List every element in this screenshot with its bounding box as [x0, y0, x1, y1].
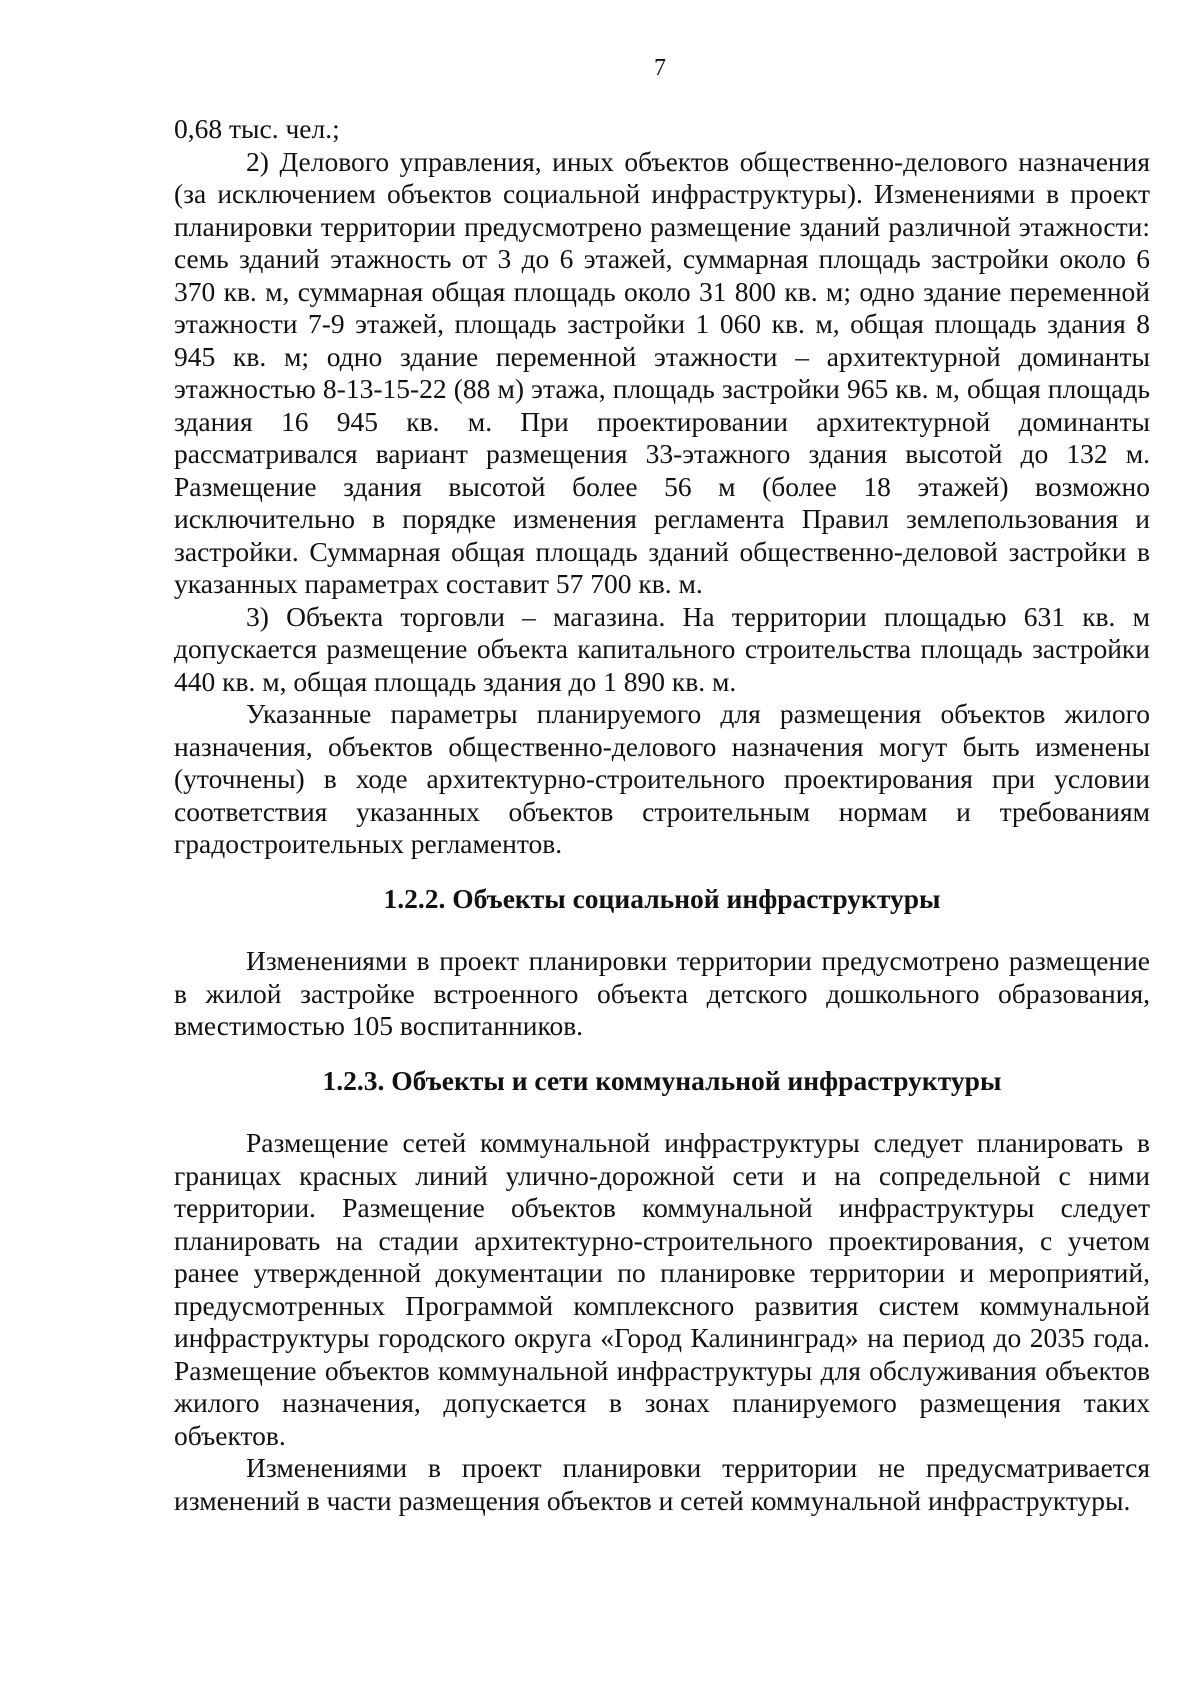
paragraph-utility-no-changes: Изменениями в проект планировки территории не предусматривается изменений в части размещения объектов и сетей коммунальной инфраструктуры.	[174, 1452, 1150, 1516]
paragraph-continuation: 0,68 тыс. чел.;	[174, 113, 340, 144]
paragraph-utility-networks: Размещение сетей коммунальной инфраструктуры следует планировать в границах красных линий улично-дорожной сети и на сопредельной с ними территории. Размещение объектов коммунальной инфраструктуры следует планировать на стадии архитектурно-строительного проектирования, с учетом ранее утвержденной документации по планировке территории и мероприятий, предусмотренных Программой комплексного развития систем коммунальной инфраструктуры городского округа «Город Калининград» на период до 2035 года. Размещение объектов коммунальной инфраструктуры для обслуживания объектов жилого назначения, допускается в зонах планируемого размещения таких объектов.	[174, 1127, 1150, 1451]
paragraph-social-infrastructure: Изменениями в проект планировки территории предусмотрено размещение в жилой застройке встроенного объекта детского дошкольного образования, вместимостью 105 воспитанников.	[174, 945, 1150, 1041]
document-body	[174, 113, 1150, 1517]
page-number: 7	[654, 55, 666, 81]
section-heading-social: 1.2.2. Объекты социальной инфраструктуры	[383, 882, 941, 914]
paragraph-business-objects: 2) Делового управления, иных объектов общественно-делового назначения (за исключением объектов социальной инфраструктуры). Изменениями в проект планировки территории предусмотрено размещение зданий различной этажности: семь зданий этажность от 3 до 6 этажей, суммарная площадь застройки около 6 370 кв. м, суммарная общая площадь около 31 800 кв. м; одно здание переменной этажности 7-9 этажей, площадь застройки 1 060 кв. м, общая площадь здания 8 945 кв. м; одно здание переменной этажности – архитектурной доминанты этажностью 8-13-15-22 (88 м) этажа, площадь застройки 965 кв. м, общая площадь здания 16 945 кв. м. При проектировании архитектурной доминанты рассматривался вариант размещения 33-этажного здания высотой до 132 м. Размещение здания высотой более 56 м (более 18 этажей) возможно исключительно в порядке изменения регламента Правил землепользования и застройки. Суммарная общая площадь зданий общественно-деловой застройки в указанных параметрах составит 57 700 кв. м.	[174, 145, 1150, 599]
section-heading-utility: 1.2.3. Объекты и сети коммунальной инфраструктуры	[322, 1064, 1002, 1096]
paragraph-trade-objects: 3) Объекта торговли – магазина. На территории площадью 631 кв. м допускается размещение объекта капитального строительства площадь застройки 440 кв. м, общая площадь здания до 1 890 кв. м.	[174, 600, 1150, 697]
paragraph-parameters-note: Указанные параметры планируемого для размещения объектов жилого назначения, объектов общественно-делового назначения могут быть изменены (уточнены) в ходе архитектурно-строительного проектирования при условии соответствия указанных объектов строительным нормам и требованиям градостроительных регламентов.	[174, 698, 1150, 859]
